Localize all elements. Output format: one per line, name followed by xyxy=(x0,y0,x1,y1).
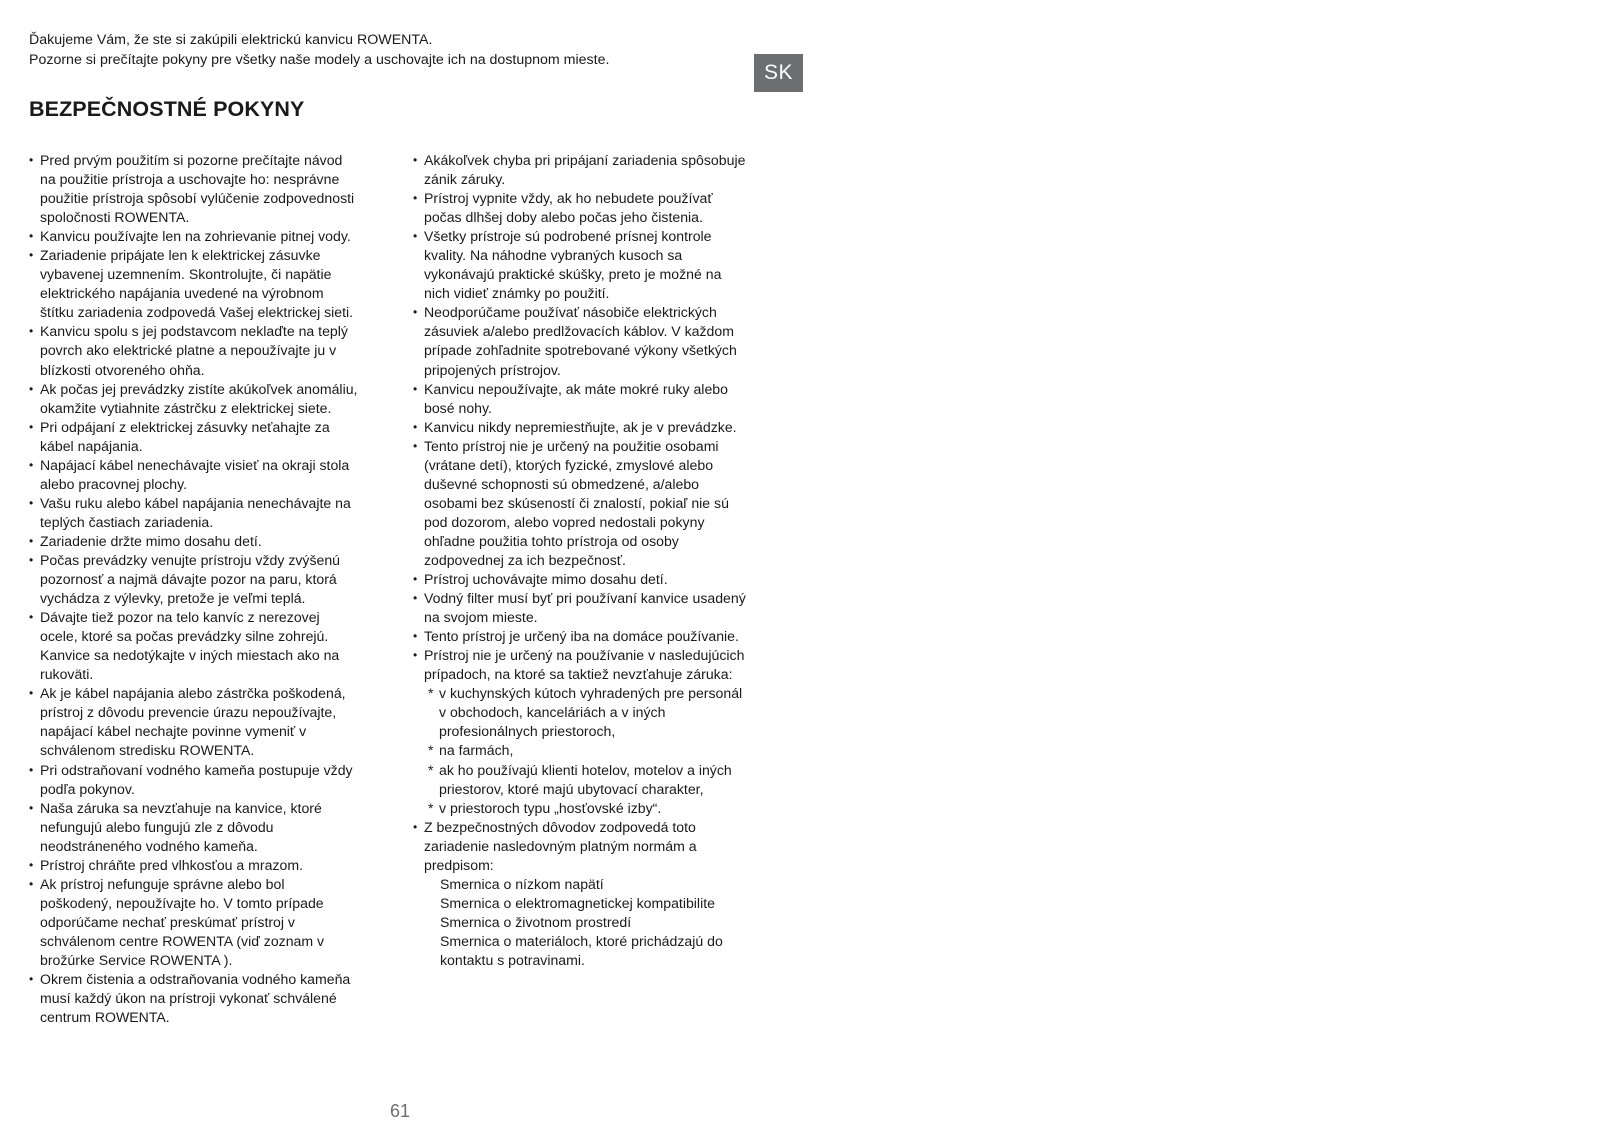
item-text-line: pozornosť a najmä dávajte pozor na paru, ktorá xyxy=(40,571,337,588)
item-text-line: zariadenie nasledovným platným normám a xyxy=(424,837,697,854)
exclusion-item xyxy=(424,741,783,760)
item-text-line: • Kanvicu nikdy nepremiestňujte, ak je v prevádzke. xyxy=(424,418,737,435)
item-text-line: blízkosti otvoreného ohňa. xyxy=(40,361,205,378)
item-text-line: schválenom centre ROWENTA (viď zoznam v xyxy=(40,932,325,949)
list-item xyxy=(413,189,783,227)
list-item xyxy=(413,380,783,418)
item-text-line: musí každý úkon na prístroji vykonať schválené xyxy=(40,990,337,1007)
list-item xyxy=(29,322,399,379)
item-text-line: • Dávajte tiež pozor na telo kanvíc z nerezovej xyxy=(40,609,320,626)
list-item xyxy=(29,970,399,1027)
exclusions-list xyxy=(424,684,783,817)
list-item xyxy=(413,303,783,379)
list-item xyxy=(413,646,783,817)
item-text-line: • Prístroj uchovávajte mimo dosahu detí. xyxy=(424,571,668,588)
item-text-line: • Kanvicu nepoužívajte, ak máte mokré ruky alebo xyxy=(424,380,728,397)
item-text-line: profesionálnych priestoroch, xyxy=(439,723,616,740)
item-text-line: • Akákoľvek chyba pri pripájaní zariadenia spôsobuje xyxy=(424,152,746,168)
item-text-line: • Všetky prístroje sú podrobené prísnej kontrole xyxy=(424,228,712,245)
intro-text xyxy=(29,31,609,70)
item-text-line: • Ak počas jej prevádzky zistíte akúkoľvek anomáliu, xyxy=(40,380,358,397)
exclusion-item xyxy=(424,761,783,799)
list-item xyxy=(413,437,783,570)
item-text-line: • Tento prístroj nie je určený na použitie osobami xyxy=(424,437,719,454)
item-text-line: • Počas prevádzky venujte prístroju vždy zvýšenú xyxy=(40,551,341,568)
item-text-line: kvality. Na náhodne vybraných kusoch sa xyxy=(424,247,683,264)
item-text-line: * na farmách, xyxy=(439,742,514,759)
item-text-line: Smernica o životnom prostredí xyxy=(440,913,632,930)
item-text-line: * v kuchynských kútoch vyhradených pre personál xyxy=(439,685,743,702)
item-text-line: * v priestoroch typu „hosťovské izby“. xyxy=(439,799,662,816)
list-item xyxy=(29,551,399,608)
item-text-line: vykonávajú praktické skúšky, preto je možné na xyxy=(424,266,722,283)
item-text-line: predpisom: xyxy=(424,856,494,873)
list-item xyxy=(29,418,399,456)
item-text-line: prípadoch, na ktoré sa taktiež nevzťahuje záruka: xyxy=(424,666,733,683)
item-text-line: vychádza z výlevky, pretože je veľmi teplá. xyxy=(40,590,306,607)
item-text-line: v obchodoch, kanceláriách a v iných xyxy=(439,704,666,721)
left-column xyxy=(29,151,399,1027)
item-text-line: kontaktu s potravinami. xyxy=(440,951,585,968)
item-text-line: pod dozorom, alebo vopred nedostali pokyny xyxy=(424,513,705,530)
item-text-line: počas dlhšej doby alebo počas jeho čistenia. xyxy=(424,209,703,226)
item-text-line: na svojom mieste. xyxy=(424,609,538,626)
item-text-line: duševné schopnosti sú obmedzené, a/alebo xyxy=(424,475,700,492)
item-text-line: odporúčame nechať preskúmať prístroj v xyxy=(40,913,295,930)
item-text-line: (vrátane detí), ktorých fyzické, zmyslové alebo xyxy=(424,456,714,473)
item-text-line: • Prístroj vypnite vždy, ak ho nebudete používať xyxy=(424,190,713,207)
item-text-line: • Z bezpečnostných dôvodov zodpovedá toto xyxy=(424,818,696,835)
item-text-line: • Pri odpájaní z elektrickej zásuvky neťahajte za xyxy=(40,418,330,435)
intro-line: Ďakujeme Vám, že ste si zakúpili elektrickú kanvicu ROWENTA. xyxy=(29,32,433,48)
item-text-line: Kanvice sa nedotýkajte v iných miestach ako na xyxy=(40,647,340,664)
item-text-line: • Okrem čistenia a odstraňovania vodného kameňa xyxy=(40,971,351,988)
list-item xyxy=(29,494,399,532)
item-text-line: štítku zariadenia zodpovedá Vašej elektrickej sieti. xyxy=(40,304,354,321)
norms-list xyxy=(424,875,783,970)
list-item xyxy=(29,151,399,227)
item-text-line: povrch ako elektrické platne a nepoužívajte ju v xyxy=(40,342,337,359)
list-item xyxy=(29,456,399,494)
item-text-line: vybavenej uzemnením. Skontrolujte, či napätie xyxy=(40,266,332,283)
list-item xyxy=(29,227,399,246)
item-text-line: zodpovednej za ich bezpečnosť. xyxy=(424,551,626,568)
norm-item xyxy=(440,932,783,970)
list-item xyxy=(413,418,783,437)
item-text-line: použitie prístroja spôsobí vylúčenie zodpovednosti xyxy=(40,190,355,207)
list-item xyxy=(29,761,399,799)
item-text-line: • Prístroj chráňte pred vlhkosťou a mrazom. xyxy=(40,856,303,873)
item-text-line: ohľadne použitia tohto prístroja od osoby xyxy=(424,532,679,549)
item-text-line: prístroj z dôvodu prevencie úrazu nepoužívajte, xyxy=(40,704,337,721)
item-text-line: elektrického napájania uvedené na výrobnom xyxy=(40,285,324,302)
list-item xyxy=(413,589,783,627)
item-text-line: • Kanvicu používajte len na zohrievanie pitnej vody. xyxy=(40,228,351,245)
list-item xyxy=(29,875,399,970)
list-item xyxy=(413,818,783,970)
list-item xyxy=(413,151,783,189)
item-text-line: • Ak prístroj nefunguje správne alebo bol xyxy=(40,875,285,892)
item-text-line: spoločnosti ROWENTA. xyxy=(40,209,190,226)
item-text-line: • Pred prvým použitím si pozorne prečítajte návod xyxy=(40,152,343,168)
item-text-line: • Napájací kábel nenechávajte visieť na okraji stola xyxy=(40,456,350,473)
item-text-line: • Zariadenie pripájate len k elektrickej zásuvke xyxy=(40,247,321,264)
norm-item xyxy=(440,875,783,894)
list-item xyxy=(29,856,399,875)
item-text-line: teplých častiach zariadenia. xyxy=(40,513,214,530)
intro-line: Pozorne si prečítajte pokyny pre všetky naše modely a uschovajte ich na dostupnom mieste. xyxy=(29,51,610,68)
item-text-line: nich vidieť známky po použití. xyxy=(424,285,610,302)
item-text-line: bosé nohy. xyxy=(424,399,492,416)
page-number: 61 xyxy=(390,1101,411,1121)
item-text-line: na použitie prístroja a uschovajte ho: nesprávne xyxy=(40,171,340,188)
item-text-line: Smernica o nízkom napätí xyxy=(440,875,604,892)
item-text-line: * ak ho používajú klienti hotelov, motelov a iných xyxy=(439,761,732,778)
item-text-line: • Pri odstraňovaní vodného kameňa postupuje vždy xyxy=(40,761,353,778)
item-text-line: zánik záruky. xyxy=(424,171,506,188)
exclusion-item xyxy=(424,799,783,818)
item-text-line: • Tento prístroj je určený iba na domáce používanie. xyxy=(424,628,739,645)
item-text-line: • Vodný filter musí byť pri používaní kanvice usadený xyxy=(424,590,746,607)
item-text-line: • Prístroj nie je určený na používanie v nasledujúcich xyxy=(424,647,745,664)
language-badge: SK xyxy=(754,54,803,92)
item-text-line: centrum ROWENTA. xyxy=(40,1009,170,1026)
item-text-line: rukoväti. xyxy=(40,666,94,683)
item-text-line: pripojených prístrojov. xyxy=(424,361,561,378)
item-text-line: • Naša záruka sa nevzťahuje na kanvice, ktoré xyxy=(40,799,322,816)
item-text-line: • Neodporúčame používať násobiče elektrických xyxy=(424,304,717,321)
item-text-line: • Ak je kábel napájania alebo zástrčka poškodená, xyxy=(40,685,346,702)
right-column xyxy=(413,151,783,970)
item-text-line: ocele, ktoré sa počas prevádzky silne zohrejú. xyxy=(40,628,329,645)
item-text-line: podľa pokynov. xyxy=(40,780,135,797)
item-text-line: osobami bez skúseností či znalostí, pokiaľ nie sú xyxy=(424,494,729,511)
list-item xyxy=(29,799,399,856)
norm-item xyxy=(440,894,783,913)
section-heading: BEZPEČNOSTNÉ POKYNY xyxy=(29,97,305,121)
list-item xyxy=(29,684,399,760)
item-text-line: priestorov, ktoré majú ubytovací charakter, xyxy=(439,780,704,797)
norm-item xyxy=(440,913,783,932)
item-text-line: brožúrke Service ROWENTA ). xyxy=(40,951,233,968)
exclusion-item xyxy=(424,684,783,741)
list-item xyxy=(29,608,399,684)
item-text-line: nefungujú alebo fungujú zle z dôvodu xyxy=(40,818,274,835)
list-item xyxy=(29,380,399,418)
list-item xyxy=(29,246,399,322)
item-text-line: • Zariadenie držte mimo dosahu detí. xyxy=(40,532,262,549)
item-text-line: kábel napájania. xyxy=(40,437,143,454)
item-text-line: prípade zohľadnite spotrebované výkony všetkých xyxy=(424,342,737,359)
list-item xyxy=(413,570,783,589)
item-text-line: alebo pracovnej plochy. xyxy=(40,475,188,492)
list-item xyxy=(413,227,783,303)
item-text-line: napájací kábel nechajte povinne vymeniť v xyxy=(40,723,307,740)
list-item xyxy=(29,532,399,551)
item-text-line: • Vašu ruku alebo kábel napájania nenechávajte na xyxy=(40,494,351,511)
item-text-line: okamžite vytiahnite zástrčku z elektrickej siete. xyxy=(40,399,332,416)
item-text-line: neodstráneného vodného kameňa. xyxy=(40,837,258,854)
item-text-line: Smernica o materiáloch, ktoré prichádzajú do xyxy=(440,932,723,949)
item-text-line: • Kanvicu spolu s jej podstavcom neklaďte na teplý xyxy=(40,323,348,340)
list-item xyxy=(413,627,783,646)
item-text-line: Smernica o elektromagnetickej kompatibilite xyxy=(440,894,715,911)
item-text-line: schválenom stredisku ROWENTA. xyxy=(40,742,255,759)
item-text-line: zásuviek a/alebo predlžovacích káblov. V každom xyxy=(424,323,734,340)
item-text-line: poškodený, nepoužívajte ho. V tomto prípade xyxy=(40,894,324,911)
